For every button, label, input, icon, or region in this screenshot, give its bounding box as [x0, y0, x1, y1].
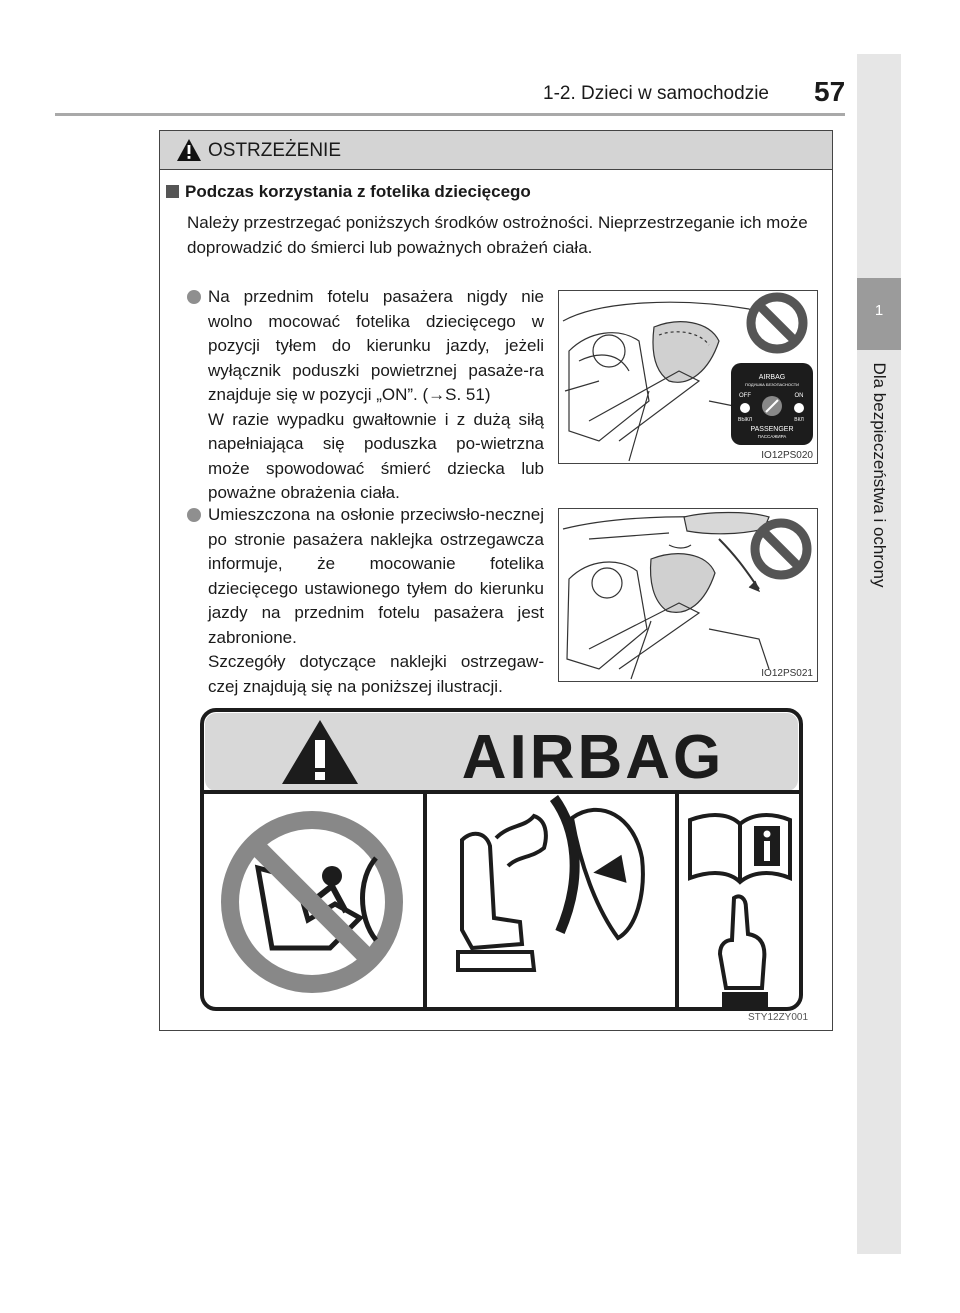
sticker-code: STY12ZY001	[748, 1012, 809, 1023]
car-interior-illustration	[559, 291, 817, 463]
svg-text:ПАССАЖИРА: ПАССАЖИРА	[757, 434, 787, 439]
prohibition-icon	[755, 523, 807, 575]
svg-text:ВЫКЛ: ВЫКЛ	[738, 417, 752, 423]
section-title	[166, 182, 531, 202]
airbag-switch-icon	[731, 363, 813, 445]
bullet-text: W razie wypadku gwałtownie i z dużą siłą napełniająca się poduszka po-wietrzna może spowodować śmierć dziecka lub poważne obrażenia ciała.	[208, 409, 544, 502]
svg-text:ON: ON	[794, 393, 804, 399]
prohibition-icon	[751, 297, 803, 349]
bullet-text: Na przednim fotelu pasażera nigdy nie wolno mocować fotelika dziecięcego w pozycji tyłem do kierunku jazdy, jeżeli wyłącznik poduszki powietrznej pasaże-ra znajduje się w pozycji „ON”. (→S. 51)	[208, 287, 544, 404]
section-header: 1-2. Dzieci w samochodzie	[543, 83, 769, 104]
sticker-title: AIRBAG	[461, 723, 725, 792]
bullet-dot-icon	[187, 508, 201, 522]
bullet-item	[187, 503, 544, 699]
intro-text: Należy przestrzegać poniższych środków ostrożności. Nieprzestrzeganie ich może doprowadzić do śmierci lub poważnych obrażeń ciała.	[187, 213, 808, 257]
chapter-title: Dla bezpieczeństwa i ochrony	[870, 362, 889, 588]
page-number: 57	[814, 76, 846, 107]
no-child-seat-icon	[230, 820, 394, 984]
bullet-dot-icon	[187, 290, 201, 304]
car-visor-illustration	[559, 509, 817, 681]
svg-text:ПОДУШКА БЕЗОПАСНОСТИ: ПОДУШКА БЕЗОПАСНОСТИ	[744, 382, 800, 387]
chapter-number: 1	[874, 302, 884, 319]
header-divider	[55, 113, 845, 116]
section-title-text: Podczas korzystania z fotelika dziecięcego	[185, 182, 531, 201]
bullet-text: Umieszczona na osłonie przeciwsło-necznej po stronie pasażera naklejka ostrzegawcza informuje, że mocowanie fotelika dziecięcego ustawionego tyłem do kierunku jazdy na przednim fotelu pasażera jest zabronione.	[208, 505, 544, 647]
figure-rear-facing-seat	[558, 290, 818, 464]
airbag-warning-sticker	[200, 708, 803, 1013]
svg-text:AIRBAG: AIRBAG	[758, 374, 786, 381]
figure-sun-visor-label	[558, 508, 818, 682]
figure-code: IO12PS020	[761, 450, 813, 461]
square-bullet-icon	[166, 185, 179, 198]
svg-text:ВКЛ: ВКЛ	[794, 417, 804, 423]
warning-triangle-icon	[176, 138, 202, 162]
chapter-tab	[857, 278, 901, 350]
bullet-text: Szczegóły dotyczące naklejki ostrzegaw-czej znajdują się na poniższej ilustracji.	[208, 652, 544, 696]
svg-text:PASSENGER: PASSENGER	[750, 426, 794, 433]
bullet-item	[187, 285, 544, 506]
warning-header	[160, 131, 832, 170]
figure-code: IO12PS021	[761, 668, 813, 679]
warning-heading: OSTRZEŻENIE	[208, 140, 342, 161]
svg-text:OFF: OFF	[739, 393, 751, 399]
chapter-strip	[857, 54, 901, 1254]
